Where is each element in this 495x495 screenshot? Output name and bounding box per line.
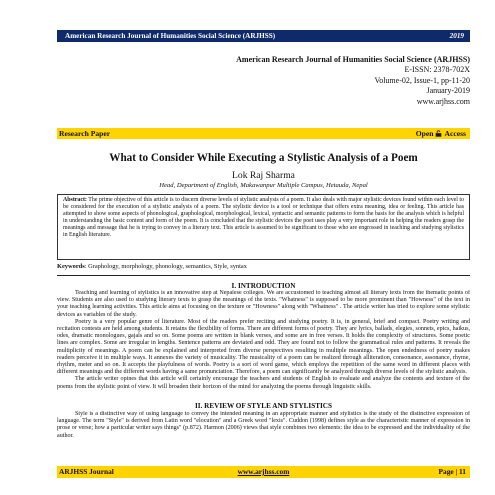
paragraph: The article writer opines that this article will certainly encourage the teachers and students of English to evaluate and analyze the contents and texture of the poems from the stylistic point of view. It will broaden their horizon of the mind for analyzing the poems through linguistic skills. [57, 376, 470, 390]
open-access-word-open: Open [415, 129, 434, 138]
meta-journal-name: American Research Journal of Humanities Social Science (ARJHSS) [236, 55, 470, 64]
keywords-label: Keywords [57, 263, 85, 270]
paper-title: What to Consider While Executing a Stylistic Analysis of a Poem [109, 152, 418, 164]
abstract-box [57, 194, 470, 260]
keywords-line [57, 263, 470, 270]
paragraph: Style is a distinctive way of using language to convey the intended meaning in an appropriate manner and stylistics is the study of the distinctive expression of language. The term "Style" is derived from Latin word "elocution" and a Greek word "lexis". Cuddon (1998) defines style as the characteristic manner of expression in prose or verse; how a particular writer says things" (p.872). Harmon (2006) views that style combines two elements: the idea to be expressed and the individuality of the author. [57, 411, 470, 439]
open-access-word-access: Access [444, 129, 466, 138]
footer-url[interactable]: www.arjhss.com [237, 467, 290, 476]
footer-journal: ARJHSS Journal [59, 467, 114, 476]
author-affiliation: Head, Department of English, Makawanpur Multiple Campus, Hetauda, Nepal [159, 182, 368, 189]
page-footer-bar [57, 466, 470, 478]
section-body-introduction [57, 290, 470, 398]
abstract-text: The prime objective of this article is to discern diverse levels of stylistic analysis of a poem. It also deals with major stylistic devices found within each level to be considered for the execution of a stylistic analysis of a poem. The stylistic device is a tool or technique that offers extra meaning, idea or feeling. This article has attempted to show some aspects of phonological, graphological, morphological, lexical, syntactic and semantic patterns to form the basis for the analysis which is helpful in understanding the basic content and form of the poem. It is concluded that the stylistic devices the poet uses play a very important role in helping the readers grasp the meanings and message that he is trying to convey in a literary text. This article is assumed to be significant to those who are engrossed in teaching and studying stylistics in English literature. [63, 197, 464, 239]
open-access-lock-icon [435, 130, 442, 137]
paragraph: Poetry is a very popular genre of literature. Most of the readers prefer reciting and studying poetry. It is, in general, brief and compact. Poetry writing and recitation contests are held among students. It retains the flexibility of forms. There are different forms of poetry. They are lyrics, ballads, elegies, sonnets, epics, haikus, odes, dramatic monologues, gajals and so on. Some poems are written in blank verses, and some are in free verses. It holds the complexity of structures. Some poetic lines are complex. Some are irregular in lengths. Sentence patterns are deviated and odd. They are found not to follow the grammatical rules and patterns. It reveals the multiplicity of meanings. A poem can be explained and interpreted from diverse perspectives resulting in multiple meanings. The open endedness of poetry makes readers perceive it in multiple ways. It annexes the variety of musicality. The musicality of a poem can be realized through alliteration, consonance, assonance, rhyme, rhythm, meter and so on. It accepts the playfulness of words. Poetry is a sort of word game, which employs the repetition of the same word in different places with different meanings and the different words having a same pronunciation. Therefore, a poem can significantly be analyzed through diverse levels of the stylistic analysis. [57, 318, 470, 376]
paragraph: Teaching and learning of stylistics is an innovative step at Nepalese colleges. We are accustomed to teaching almost all literary texts from the thematic points of view. Students are also used to studying literary texts to grasp the meanings of the texts. "Whatness" is supposed to be more prominent than "Howness" of the text in your teaching learning activities. This article aims at focusing on the texture or "Howness" along with "Whatness" . The article writer has tried to explore some stylistic devices as variables of the study. [57, 290, 470, 318]
meta-url[interactable]: www.arjhss.com [416, 96, 470, 106]
journal-header-year: 2019 [449, 32, 464, 40]
meta-date: January-2019 [426, 86, 470, 96]
journal-meta-block [236, 55, 470, 107]
keywords-divider [57, 275, 470, 276]
paper-author: Lok Raj Sharma [232, 170, 295, 181]
paper-type-label: Research Paper [59, 129, 111, 138]
footer-page-number: Page | 11 [438, 467, 466, 476]
journal-header-bar [57, 30, 470, 42]
paper-type-bar [57, 128, 470, 139]
keywords-text: : Graphology, morphology, phonology, semantics, Style, syntax [84, 263, 247, 270]
meta-volume: Volume-02, Issue-1, pp-11-20 [374, 75, 470, 85]
open-access-label [416, 128, 466, 139]
abstract-label: Abstract: [63, 197, 87, 203]
section-heading-introduction: I. INTRODUCTION [231, 282, 296, 290]
section-body-review [57, 411, 470, 455]
section-heading-review: II. REVIEW OF STYLE AND STYLISTICS [194, 402, 332, 410]
meta-issn: E-ISSN: 2378-702X [404, 65, 470, 75]
journal-header-title: American Research Journal of Humanities Social Science (ARJHSS) [65, 32, 276, 40]
